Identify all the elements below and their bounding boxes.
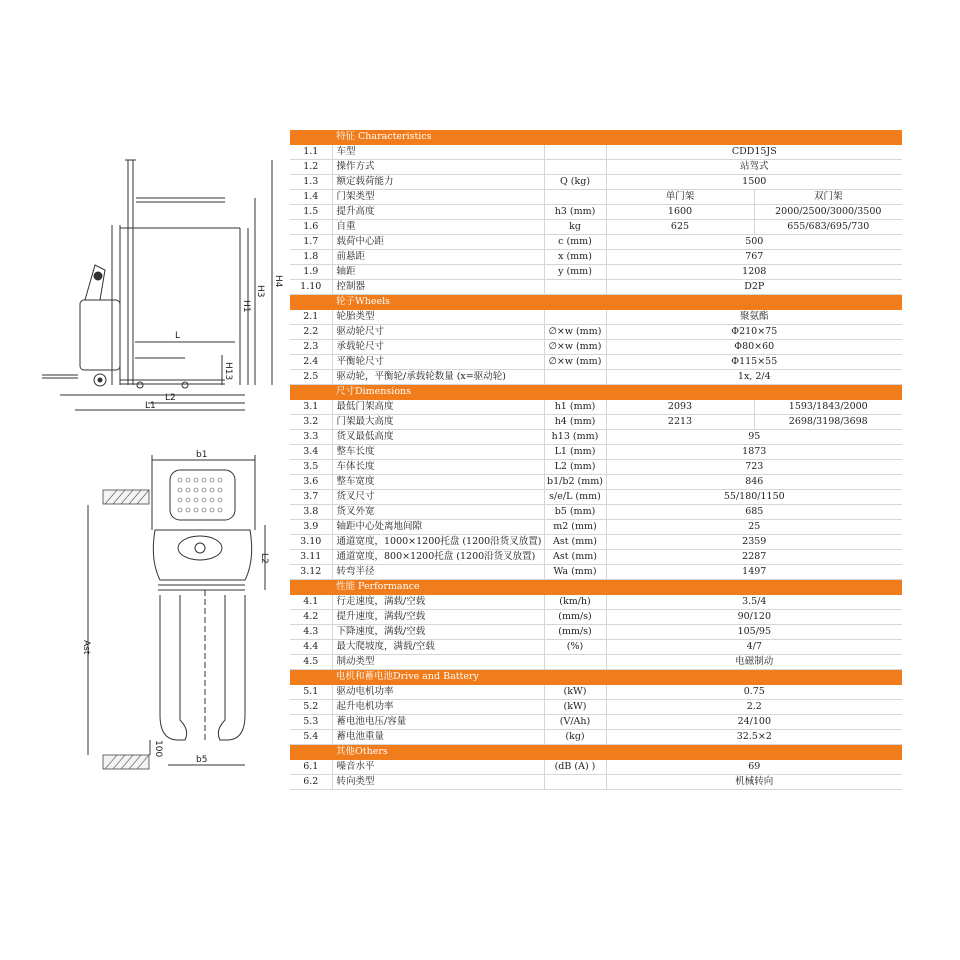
row-value: 2.2 — [606, 700, 902, 715]
row-unit: Q (kg) — [544, 175, 606, 190]
row-number: 6.1 — [290, 760, 332, 775]
row-number: 1.10 — [290, 280, 332, 295]
row-unit: b1/b2 (mm) — [544, 475, 606, 490]
row-name: 轴距中心处离地间隙 — [332, 520, 544, 535]
row-number: 4.1 — [290, 595, 332, 610]
table-row — [290, 760, 902, 775]
row-name: 车型 — [332, 145, 544, 160]
table-row — [290, 490, 902, 505]
row-unit: Wa (mm) — [544, 565, 606, 580]
section-header — [290, 580, 902, 595]
table-row — [290, 310, 902, 325]
row-name: 最大爬坡度，满载/空载 — [332, 640, 544, 655]
table-row — [290, 640, 902, 655]
table-row — [290, 190, 902, 205]
row-name: 货叉外宽 — [332, 505, 544, 520]
row-name: 制动类型 — [332, 655, 544, 670]
row-name: 转弯半径 — [332, 565, 544, 580]
row-value: 95 — [606, 430, 902, 445]
row-unit: (kW) — [544, 685, 606, 700]
row-unit: ∅×w (mm) — [544, 340, 606, 355]
table-row — [290, 205, 902, 220]
row-unit: L2 (mm) — [544, 460, 606, 475]
table-row — [290, 340, 902, 355]
row-name: 额定载荷能力 — [332, 175, 544, 190]
row-name: 起升电机功率 — [332, 700, 544, 715]
section-title: 特征 Characteristics — [332, 130, 902, 145]
section-spacer — [290, 580, 332, 595]
row-value: 90/120 — [606, 610, 902, 625]
row-unit: kg — [544, 220, 606, 235]
row-number: 2.3 — [290, 340, 332, 355]
row-number: 4.5 — [290, 655, 332, 670]
table-row — [290, 370, 902, 385]
row-value: 4/7 — [606, 640, 902, 655]
row-name: 行走速度，满载/空载 — [332, 595, 544, 610]
row-number: 3.10 — [290, 535, 332, 550]
row-unit: Ast (mm) — [544, 535, 606, 550]
table-row — [290, 700, 902, 715]
row-number: 3.7 — [290, 490, 332, 505]
row-unit: b5 (mm) — [544, 505, 606, 520]
row-number: 1.1 — [290, 145, 332, 160]
row-value: 电磁制动 — [606, 655, 902, 670]
dim-label-h3: H3 — [255, 285, 265, 298]
table-row — [290, 250, 902, 265]
row-value: 846 — [606, 475, 902, 490]
row-value: CDD15JS — [606, 145, 902, 160]
row-number: 3.2 — [290, 415, 332, 430]
spec-body — [290, 130, 902, 790]
row-unit: L1 (mm) — [544, 445, 606, 460]
row-number: 3.3 — [290, 430, 332, 445]
row-unit: (%) — [544, 640, 606, 655]
row-name: 操作方式 — [332, 160, 544, 175]
row-name: 最低门架高度 — [332, 400, 544, 415]
row-number: 3.4 — [290, 445, 332, 460]
row-value: 685 — [606, 505, 902, 520]
row-unit: (V/Ah) — [544, 715, 606, 730]
row-number: 3.6 — [290, 475, 332, 490]
section-title: 轮子Wheels — [332, 295, 902, 310]
row-unit — [544, 370, 606, 385]
dim-label-l: L — [175, 331, 181, 341]
row-number: 2.5 — [290, 370, 332, 385]
dim-label-b1: b1 — [196, 450, 208, 460]
dim-label-l1: L1 — [145, 401, 156, 411]
section-header — [290, 745, 902, 760]
row-unit — [544, 160, 606, 175]
row-value: 25 — [606, 520, 902, 535]
row-number: 5.3 — [290, 715, 332, 730]
row-number: 5.2 — [290, 700, 332, 715]
table-row — [290, 610, 902, 625]
table-row — [290, 715, 902, 730]
row-name: 蓄电池电压/容量 — [332, 715, 544, 730]
row-unit — [544, 655, 606, 670]
table-row — [290, 535, 902, 550]
spec-table — [290, 130, 902, 790]
row-name: 提升高度 — [332, 205, 544, 220]
row-value-double-mast: 双门架 — [754, 190, 902, 205]
table-row — [290, 325, 902, 340]
table-row — [290, 565, 902, 580]
row-unit: s/e/L (mm) — [544, 490, 606, 505]
row-unit: (kg) — [544, 730, 606, 745]
row-value: D2P — [606, 280, 902, 295]
row-number: 1.9 — [290, 265, 332, 280]
row-value: 聚氨酯 — [606, 310, 902, 325]
row-name: 前悬距 — [332, 250, 544, 265]
table-row — [290, 175, 902, 190]
row-name: 转向类型 — [332, 775, 544, 790]
section-title: 尺寸Dimensions — [332, 385, 902, 400]
row-unit — [544, 310, 606, 325]
row-name: 门架类型 — [332, 190, 544, 205]
row-value: 32.5×2 — [606, 730, 902, 745]
row-name: 整车宽度 — [332, 475, 544, 490]
row-value-single-mast: 2093 — [606, 400, 754, 415]
table-row — [290, 550, 902, 565]
row-value: Φ210×75 — [606, 325, 902, 340]
row-number: 1.8 — [290, 250, 332, 265]
row-value-double-mast: 655/683/695/730 — [754, 220, 902, 235]
table-row — [290, 685, 902, 700]
row-number: 3.12 — [290, 565, 332, 580]
row-unit — [544, 145, 606, 160]
table-row — [290, 280, 902, 295]
row-number: 4.3 — [290, 625, 332, 640]
section-title: 性能 Performance — [332, 580, 902, 595]
row-name: 控制器 — [332, 280, 544, 295]
row-unit: (mm/s) — [544, 610, 606, 625]
section-spacer — [290, 745, 332, 760]
row-number: 6.2 — [290, 775, 332, 790]
row-value-single-mast: 1600 — [606, 205, 754, 220]
row-name: 轮胎类型 — [332, 310, 544, 325]
row-name: 货叉最低高度 — [332, 430, 544, 445]
table-row — [290, 595, 902, 610]
dim-label-top-l2: L2 — [259, 553, 269, 564]
section-title: 电机和蓄电池Drive and Battery — [332, 670, 902, 685]
row-name: 蓄电池重量 — [332, 730, 544, 745]
row-name: 驱动电机功率 — [332, 685, 544, 700]
section-spacer — [290, 295, 332, 310]
row-name: 门架最大高度 — [332, 415, 544, 430]
row-value: 723 — [606, 460, 902, 475]
row-unit: (dB (A) ) — [544, 760, 606, 775]
row-name: 通道宽度，1000×1200托盘 (1200沿货叉放置) — [332, 535, 544, 550]
row-number: 1.3 — [290, 175, 332, 190]
row-value: 24/100 — [606, 715, 902, 730]
row-value: 1500 — [606, 175, 902, 190]
section-header — [290, 295, 902, 310]
row-number: 2.2 — [290, 325, 332, 340]
dim-label-h1: H1 — [241, 300, 251, 313]
row-unit: h4 (mm) — [544, 415, 606, 430]
row-unit — [544, 775, 606, 790]
row-unit: x (mm) — [544, 250, 606, 265]
forklift-drawing — [0, 0, 290, 960]
row-name: 提升速度，满载/空载 — [332, 610, 544, 625]
row-unit: h1 (mm) — [544, 400, 606, 415]
section-header — [290, 130, 902, 145]
row-number: 1.5 — [290, 205, 332, 220]
table-row — [290, 445, 902, 460]
row-name: 平衡轮尺寸 — [332, 355, 544, 370]
row-unit — [544, 280, 606, 295]
row-number: 5.1 — [290, 685, 332, 700]
side-view — [42, 160, 272, 410]
row-number: 2.1 — [290, 310, 332, 325]
table-row — [290, 730, 902, 745]
row-number: 5.4 — [290, 730, 332, 745]
section-spacer — [290, 385, 332, 400]
section-spacer — [290, 130, 332, 145]
row-name: 轴距 — [332, 265, 544, 280]
row-name: 货叉尺寸 — [332, 490, 544, 505]
table-row — [290, 400, 902, 415]
row-unit: h13 (mm) — [544, 430, 606, 445]
row-number: 4.4 — [290, 640, 332, 655]
row-number: 1.4 — [290, 190, 332, 205]
row-value-double-mast: 2000/2500/3000/3500 — [754, 205, 902, 220]
row-name: 自重 — [332, 220, 544, 235]
section-spacer — [290, 670, 332, 685]
table-row — [290, 430, 902, 445]
row-unit: (mm/s) — [544, 625, 606, 640]
row-value: Φ80×60 — [606, 340, 902, 355]
row-name: 噪音水平 — [332, 760, 544, 775]
row-unit: (km/h) — [544, 595, 606, 610]
row-name: 载荷中心距 — [332, 235, 544, 250]
dim-label-h4: H4 — [273, 275, 283, 288]
row-value: 1873 — [606, 445, 902, 460]
row-value: Φ115×55 — [606, 355, 902, 370]
hatch-blocks — [103, 490, 149, 769]
dim-label-b5: b5 — [196, 755, 208, 765]
table-row — [290, 235, 902, 250]
row-value: 机械转向 — [606, 775, 902, 790]
row-value: 767 — [606, 250, 902, 265]
row-number: 1.7 — [290, 235, 332, 250]
row-number: 3.5 — [290, 460, 332, 475]
row-value: 1208 — [606, 265, 902, 280]
row-number: 3.9 — [290, 520, 332, 535]
row-unit — [544, 190, 606, 205]
row-value: 55/180/1150 — [606, 490, 902, 505]
row-value: 2359 — [606, 535, 902, 550]
table-row — [290, 460, 902, 475]
row-number: 3.1 — [290, 400, 332, 415]
row-value-single-mast: 625 — [606, 220, 754, 235]
row-value: 0.75 — [606, 685, 902, 700]
row-unit: ∅×w (mm) — [544, 355, 606, 370]
table-row — [290, 415, 902, 430]
row-value-double-mast: 1593/1843/2000 — [754, 400, 902, 415]
row-name: 通道宽度，800×1200托盘 (1200沿货叉放置) — [332, 550, 544, 565]
row-unit: ∅×w (mm) — [544, 325, 606, 340]
row-number: 2.4 — [290, 355, 332, 370]
row-name: 驱动轮尺寸 — [332, 325, 544, 340]
table-row — [290, 355, 902, 370]
row-value: 1497 — [606, 565, 902, 580]
row-unit: (kW) — [544, 700, 606, 715]
row-name: 车体长度 — [332, 460, 544, 475]
row-value: 105/95 — [606, 625, 902, 640]
table-row — [290, 220, 902, 235]
row-value: 500 — [606, 235, 902, 250]
row-value: 1x, 2/4 — [606, 370, 902, 385]
row-value-single-mast: 单门架 — [606, 190, 754, 205]
row-value: 3.5/4 — [606, 595, 902, 610]
table-row — [290, 265, 902, 280]
row-value-single-mast: 2213 — [606, 415, 754, 430]
dim-label-h13: H13 — [223, 362, 233, 381]
table-row — [290, 505, 902, 520]
row-name: 整车长度 — [332, 445, 544, 460]
row-unit: Ast (mm) — [544, 550, 606, 565]
section-title: 其他Others — [332, 745, 902, 760]
row-unit: y (mm) — [544, 265, 606, 280]
row-number: 1.2 — [290, 160, 332, 175]
table-row — [290, 520, 902, 535]
table-row — [290, 145, 902, 160]
row-unit: m2 (mm) — [544, 520, 606, 535]
row-number: 4.2 — [290, 610, 332, 625]
table-row — [290, 475, 902, 490]
row-value: 69 — [606, 760, 902, 775]
table-row — [290, 625, 902, 640]
section-header — [290, 670, 902, 685]
row-value-double-mast: 2698/3198/3698 — [754, 415, 902, 430]
row-unit: h3 (mm) — [544, 205, 606, 220]
dim-label-l2: L2 — [165, 393, 176, 403]
dim-label-ast: Ast — [81, 640, 91, 655]
row-number: 3.11 — [290, 550, 332, 565]
row-number: 1.6 — [290, 220, 332, 235]
table-row — [290, 655, 902, 670]
dim-label-100: 100 — [153, 740, 163, 758]
table-row — [290, 160, 902, 175]
row-value: 站驾式 — [606, 160, 902, 175]
row-name: 驱动轮，平衡轮/承载轮数量 (x=驱动轮) — [332, 370, 544, 385]
row-name: 下降速度，满载/空载 — [332, 625, 544, 640]
row-name: 承载轮尺寸 — [332, 340, 544, 355]
row-value: 2287 — [606, 550, 902, 565]
row-unit: c (mm) — [544, 235, 606, 250]
row-number: 3.8 — [290, 505, 332, 520]
section-header — [290, 385, 902, 400]
table-row — [290, 775, 902, 790]
